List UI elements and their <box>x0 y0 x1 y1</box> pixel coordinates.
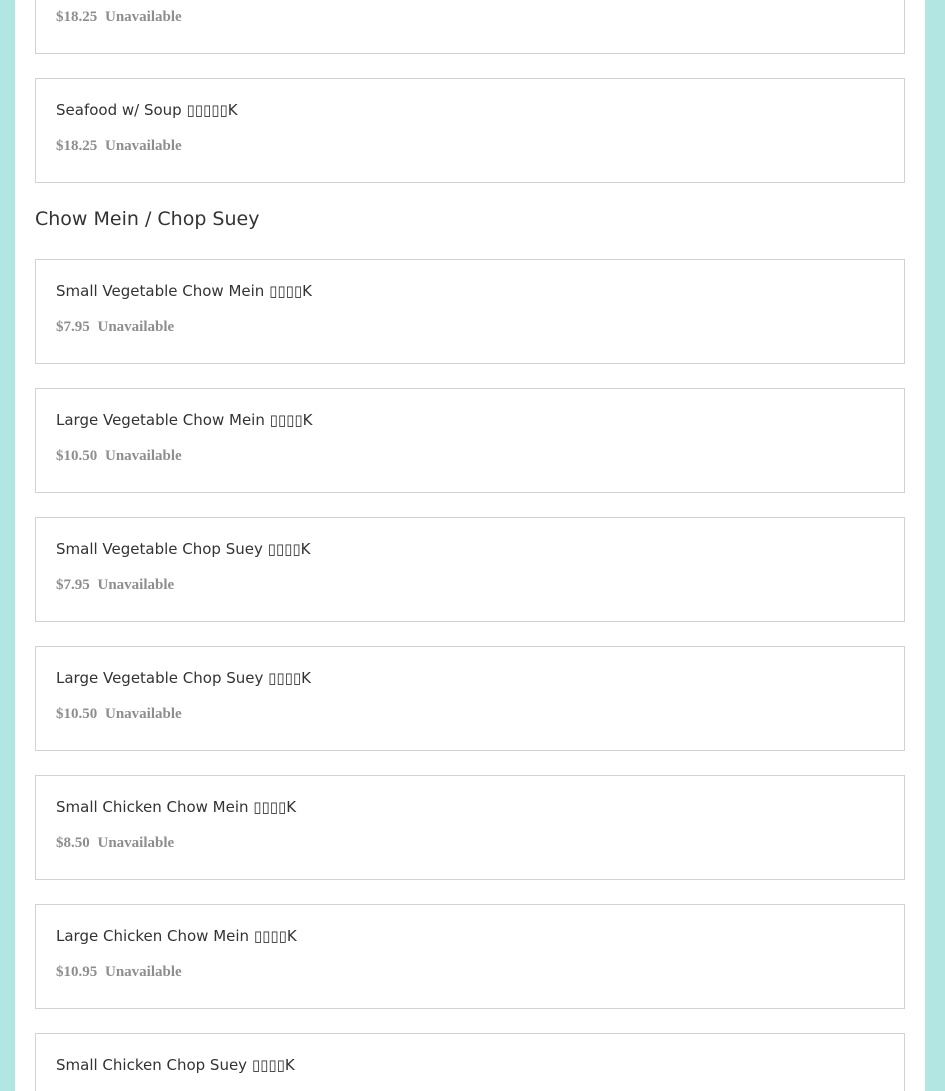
menu-item-price: $7.95 <box>56 577 90 593</box>
menu-item-status: Unavailable <box>105 706 182 722</box>
menu-item-card[interactable] <box>35 517 905 622</box>
menu-item-price-line <box>56 448 182 465</box>
menu-item-price-line <box>56 835 174 852</box>
menu-item-price-line <box>56 319 174 336</box>
menu-item-name: Small Chicken Chop Suey ▯▯▯▯K <box>56 1056 295 1074</box>
menu-item-price: $18.25 <box>56 138 98 154</box>
menu-item-card[interactable] <box>35 78 905 183</box>
menu-item-card[interactable] <box>35 646 905 751</box>
menu-item-name: Large Vegetable Chow Mein ▯▯▯▯K <box>56 411 313 429</box>
menu-item-status: Unavailable <box>105 9 182 25</box>
menu-item-name: Small Chicken Chow Mein ▯▯▯▯K <box>56 798 297 816</box>
menu-item-name: Small Vegetable Chop Suey ▯▯▯▯K <box>56 540 311 558</box>
menu-item-card[interactable] <box>35 0 905 54</box>
menu-item-card[interactable] <box>35 775 905 880</box>
menu-item-status: Unavailable <box>105 448 182 464</box>
section-title: Chow Mein / Chop Suey <box>35 208 260 230</box>
menu-item-status: Unavailable <box>105 964 182 980</box>
menu-item-status: Unavailable <box>97 319 175 335</box>
menu-item-price-line <box>56 964 182 981</box>
menu-item-card[interactable] <box>35 1033 905 1091</box>
menu-item-card[interactable] <box>35 259 905 364</box>
menu-item-price: $7.95 <box>56 319 90 335</box>
menu-item-card[interactable] <box>35 904 905 1009</box>
menu-item-price-line <box>56 706 182 723</box>
menu-item-name: Small Vegetable Chow Mein ▯▯▯▯K <box>56 282 312 300</box>
menu-item-card[interactable] <box>35 388 905 493</box>
menu-item-status: Unavailable <box>97 835 175 851</box>
menu-item-status: Unavailable <box>97 577 175 593</box>
menu-item-price-line <box>56 138 182 155</box>
menu-item-price-line <box>56 577 174 594</box>
menu-item-price: $10.95 <box>56 964 98 980</box>
menu-item-name: Large Vegetable Chop Suey ▯▯▯▯K <box>56 669 312 687</box>
menu-panel <box>15 0 925 1091</box>
menu-item-name: Large Chicken Chow Mein ▯▯▯▯K <box>56 927 297 945</box>
menu-item-price: $18.25 <box>56 9 98 25</box>
menu-item-name: Seafood w/ Soup ▯▯▯▯▯K <box>56 101 238 119</box>
menu-item-price: $10.50 <box>56 706 98 722</box>
menu-item-price: $8.50 <box>56 835 90 851</box>
menu-item-status: Unavailable <box>105 138 182 154</box>
menu-item-price: $10.50 <box>56 448 98 464</box>
menu-item-price-line <box>56 9 182 26</box>
